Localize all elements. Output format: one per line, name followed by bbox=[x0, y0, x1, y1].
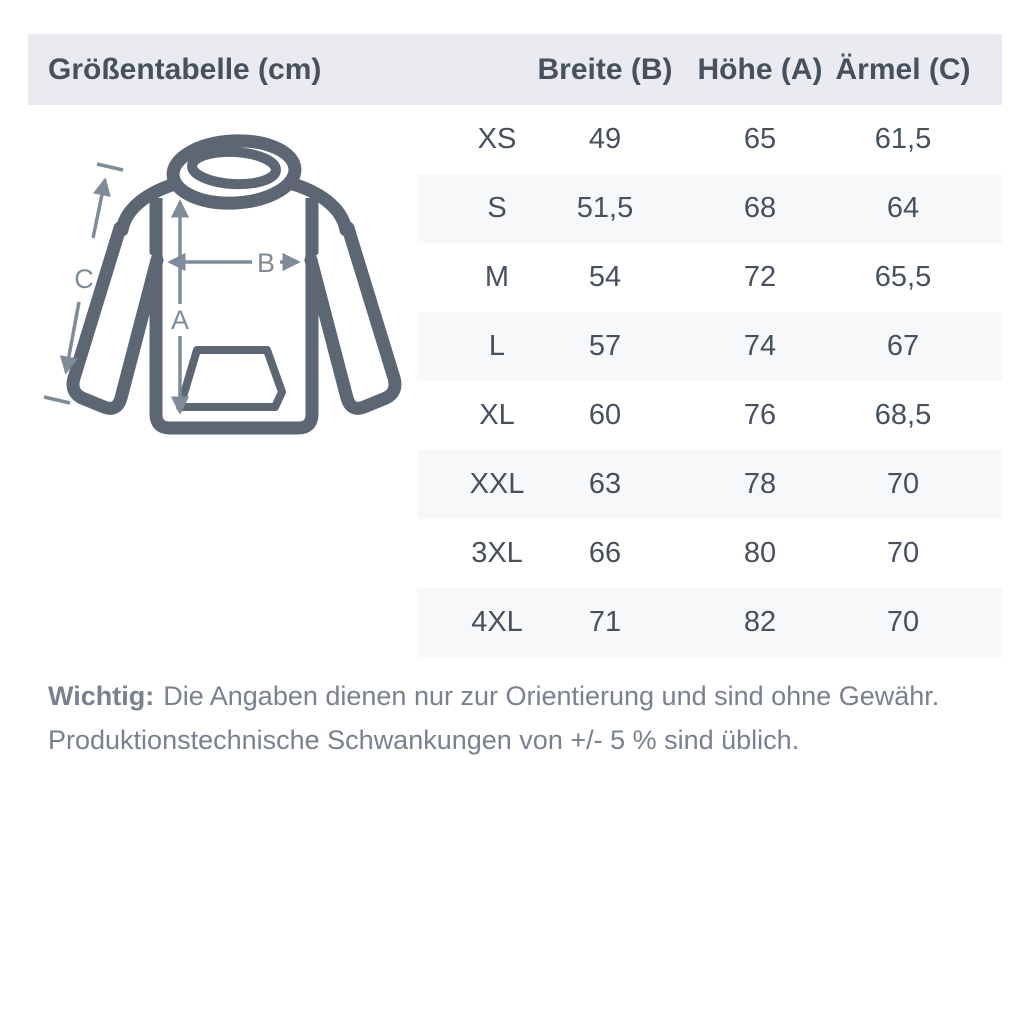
hoehe-cell: 65 bbox=[743, 123, 777, 155]
disclaimer-label: Wichtig: bbox=[48, 681, 155, 711]
aermel-cell: 65,5 bbox=[874, 261, 932, 293]
size-cell: XL bbox=[479, 399, 515, 431]
hoehe-cell: 72 bbox=[743, 261, 777, 293]
breite-cell: 49 bbox=[588, 123, 622, 155]
size-cell: S bbox=[487, 192, 507, 224]
hoehe-cell: 78 bbox=[743, 468, 777, 500]
disclaimer-line-1: Wichtig: Die Angaben dienen nur zur Orientierung und sind ohne Gewähr. bbox=[48, 681, 940, 711]
hoehe-cell: 82 bbox=[743, 606, 777, 638]
size-cell: L bbox=[488, 330, 506, 362]
breite-cell: 63 bbox=[588, 468, 622, 500]
aermel-cell: 61,5 bbox=[874, 123, 932, 155]
disclaimer-note bbox=[48, 674, 988, 762]
hoehe-cell: 80 bbox=[743, 537, 777, 569]
table-row bbox=[417, 105, 1002, 174]
table-row bbox=[417, 588, 1002, 657]
size-cell: 4XL bbox=[471, 606, 523, 638]
dimension-label-c: C bbox=[74, 264, 94, 294]
hoehe-cell: 74 bbox=[743, 330, 777, 362]
hoehe-cell: 76 bbox=[743, 399, 777, 431]
hoodie-left-sleeve bbox=[73, 228, 157, 408]
hoodie-pocket bbox=[180, 350, 282, 407]
size-cell: XXL bbox=[469, 468, 525, 500]
hoodie-hood-inner bbox=[191, 150, 277, 186]
table-row bbox=[417, 312, 1002, 381]
aermel-cell: 70 bbox=[886, 468, 920, 500]
table-row bbox=[417, 243, 1002, 312]
page-title: Größentabelle (cm) bbox=[48, 53, 322, 86]
size-cell: XS bbox=[477, 123, 517, 155]
size-chart-header bbox=[28, 34, 1002, 105]
disclaimer-line-2: Produktionstechnische Schwankungen von +/- 5 % sind üblich. bbox=[48, 725, 800, 755]
breite-cell: 51,5 bbox=[576, 192, 634, 224]
breite-cell: 57 bbox=[588, 330, 622, 362]
aermel-cell: 67 bbox=[886, 330, 920, 362]
size-cell: M bbox=[484, 261, 510, 293]
column-header-breite: Breite (B) bbox=[537, 53, 673, 86]
aermel-cell: 70 bbox=[886, 537, 920, 569]
size-cell: 3XL bbox=[471, 537, 523, 569]
size-table-body bbox=[417, 105, 1002, 657]
breite-cell: 60 bbox=[588, 399, 622, 431]
aermel-cell: 64 bbox=[886, 192, 920, 224]
breite-cell: 66 bbox=[588, 537, 622, 569]
hoodie-right-sleeve bbox=[311, 228, 395, 408]
column-header-aermel: Ärmel (C) bbox=[835, 53, 971, 86]
table-row bbox=[417, 381, 1002, 450]
dimension-label-a: A bbox=[170, 305, 190, 335]
aermel-cell: 70 bbox=[886, 606, 920, 638]
column-header-hoehe: Höhe (A) bbox=[697, 53, 823, 86]
breite-cell: 54 bbox=[588, 261, 622, 293]
hoodie-measurement-diagram bbox=[30, 120, 430, 460]
dimension-label-b: B bbox=[256, 248, 276, 278]
table-row bbox=[417, 519, 1002, 588]
table-row bbox=[417, 174, 1002, 243]
hoehe-cell: 68 bbox=[743, 192, 777, 224]
breite-cell: 71 bbox=[588, 606, 622, 638]
table-row bbox=[417, 450, 1002, 519]
aermel-cell: 68,5 bbox=[874, 399, 932, 431]
